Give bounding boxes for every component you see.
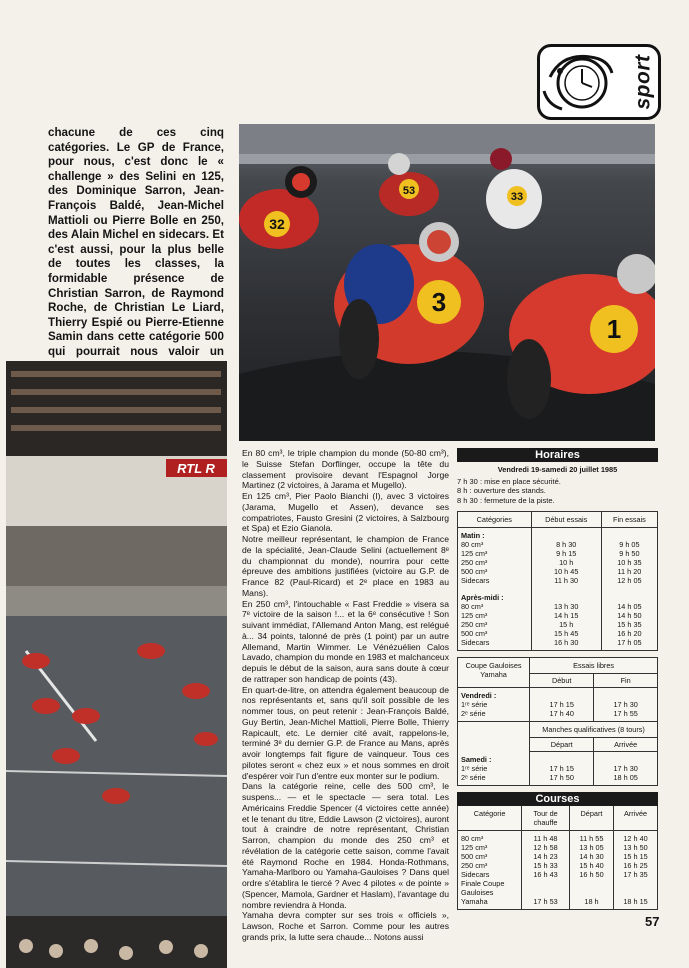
table-row: 500 cm³ 14 h 23 14 h 30 15 h 15 <box>458 852 657 861</box>
col-header: Départ <box>530 738 594 752</box>
coupe-table <box>457 657 658 786</box>
table-row: 1ʳᵉ série 17 h 15 17 h 30 <box>458 700 657 709</box>
table-row: 250 cm³ 15 h 33 15 h 40 16 h 25 <box>458 861 657 870</box>
article-paragraph: En 125 cm³, Pier Paolo Bianchi (I), avec 3 victoires (Jarama, Mugello et Assen), devance ses compatriotes, Fausto Gresini (2 victoires, à Salzbourg et Spa) et Ezio Gianola. <box>242 491 449 534</box>
courses-table <box>457 806 658 910</box>
table-row: 500 cm³ 10 h 45 11 h 20 <box>458 567 657 576</box>
group-label: Vendredi : <box>461 691 497 701</box>
col-header: Fin essais <box>601 512 657 528</box>
table-row: 80 cm³ 8 h 30 9 h 05 <box>458 540 657 549</box>
table-row: Sidecars 11 h 30 12 h 05 <box>458 576 657 585</box>
col-header: Catégories <box>458 512 531 528</box>
group-label: Après-midi : <box>461 593 504 603</box>
col-header: Catégorie <box>458 806 522 831</box>
free-practice-label: Essais libres <box>530 658 657 674</box>
logo-word: sport <box>631 54 654 110</box>
schedule-date: Vendredi 19-samedi 20 juillet 1985 <box>497 465 618 474</box>
table-row: 250 cm³ 10 h 10 h 35 <box>458 558 657 567</box>
essais-table <box>457 511 658 651</box>
table-row: 500 cm³ 15 h 45 16 h 20 <box>458 629 657 638</box>
schedule-box <box>457 448 658 910</box>
rider-32 <box>239 166 319 249</box>
grid-photo <box>6 361 227 968</box>
article-paragraph: Dans la catégorie reine, celle des 500 cm³, le suspens... — et le spectacle — sera total. Les Américains Freddie Spencer (4 victoires cette année) et le tenant du titre, Eddie Lawson (2 victoires), auront tout à craindre de notre représentant, Christian Sarron, champion du monde des 250 cm³ et révélation de la catégorie cette saison, comme l'avait été Raymond Roche en 1984. Honda-Rothmans, Yamaha-Marlboro ou Yamaha-Gauloises ? Dans quel ordre s'établira le tiercé ? Avec 4 pilotes « de pointe » (Spencer, Mamola, Gardner et Haslam), l'avantage du nombre reviendra à Honda. <box>242 781 449 910</box>
col-header: Fin <box>594 674 657 688</box>
number-plate: 53 <box>402 185 416 197</box>
table-row: Sidecars 16 h 43 16 h 50 17 h 35 <box>458 870 657 879</box>
coupe-name: Coupe Gauloises Yamaha <box>458 658 530 688</box>
grid-photo-drawing <box>6 361 227 968</box>
table-row: 125 cm³ 12 h 58 13 h 05 13 h 50 <box>458 843 657 852</box>
group-label: Matin : <box>461 531 485 541</box>
col-header: Arrivée <box>594 738 657 752</box>
article-paragraph: En quart-de-litre, on attendra également beaucoup de nos représentants et, sans qu'il soit possible de les nommer tous, on peut retenir : Jean-François Baldé, Guy Bertin, Jean-Michel Mattioli, Pierre Bolle, Thierry Rapicault, etc. Le dernier cité avait, rappelons-le, terminé 3ᵉ du dernier G.P. de France au Mans, après avoir longtemps fait figure de vainqueur. Tous ces pilotes seront « chez eux » et nous sommes en droit d'espérer voir l'un d'entre eux monter sur le podium. <box>242 684 449 781</box>
col-header: Départ <box>569 806 613 831</box>
table-row: Finale Coupe Gauloises Yamaha 17 h 53 18 h 18 h 15 <box>458 879 657 909</box>
table-row: 125 cm³ 14 h 15 14 h 50 <box>458 611 657 620</box>
race-photo <box>239 124 655 441</box>
table-row: 125 cm³ 9 h 15 9 h 50 <box>458 549 657 558</box>
col-header: Tour de chauffe <box>522 806 570 831</box>
table-row: 250 cm³ 15 h 15 h 35 <box>458 620 657 629</box>
table-row: 80 cm³ 13 h 30 14 h 05 <box>458 602 657 611</box>
courses-title: Courses <box>457 792 658 806</box>
page-number: 57 <box>645 914 660 929</box>
sport-logo <box>537 44 661 120</box>
group-label: Samedi : <box>461 754 492 764</box>
schedule-item: 7 h 30 : mise en place sécurité. <box>457 476 561 486</box>
table-row: Sidecars 16 h 30 17 h 05 <box>458 638 657 650</box>
article-paragraph: Notre meilleur représentant, le champion de France de la spécialité, Jean-Claude Selini (actuellement 8ᵉ du championnat du monde), nourrira pour cette épreuve des ambitions justifiées (victoire au G.P. de France 82 (Paul-Ricard) et 2ᵉ place en 1983 au Mans). <box>242 534 449 598</box>
horaires-title: Horaires <box>457 448 658 462</box>
number-plate: 33 <box>510 191 524 203</box>
qualif-label: Manches qualificatives (8 tours) <box>530 722 657 738</box>
col-header: Arrivée <box>614 806 657 831</box>
table-row: 2ᵉ série 17 h 50 18 h 05 <box>458 773 657 785</box>
col-header: Début essais <box>531 512 601 528</box>
number-plate: 32 <box>269 216 285 232</box>
article-paragraph: En 80 cm³, le triple champion du monde (50-80 cm³), le Suisse Stefan Dorflinger, occupe la tête du classement provisoire devant l'Espagnol Jorge Martinez (2 victoires, à Jarama et Mugello). <box>242 448 449 491</box>
rtl-banner: RTL R <box>177 461 215 476</box>
number-plate: 1 <box>606 314 622 344</box>
schedule-item: 8 h : ouverture des stands. <box>457 486 546 496</box>
table-row: 80 cm³ 11 h 48 11 h 55 12 h 40 <box>458 830 657 843</box>
intro-paragraph: chacune de ces cinq catégories. Le GP de France, pour nous, c'est donc le « challenge » des Selini en 125, des Dominique Sarron, Jean-François Baldé, Jean-Michel Mattioli ou Pierre Bolle en 250, des Alain Michel en sidecars. Et c'est aussi, pour la plus belle de toutes les classes, la formidable présence de Christian Sarron, de Raymond Roche, de Christian Le Liard, Thierry Espié ou Pierre-Etienne Samin dans cette catégorie 500 qui pourrait nous valoir un <box>48 126 224 358</box>
col-header: Début <box>530 674 594 688</box>
number-plate: 3 <box>431 287 447 317</box>
article-paragraph: En 250 cm³, l'intouchable « Fast Freddie » visera sa 7ᵉ victoire de la saison !... et la 6ᵉ consécutive ! Son suivant immédiat, l'Allemand Anton Mang, est relégué à... 34 points, talonné de près (1 point) par un autre Allemand, Martin Wimmer. Le Vénézuélien Calos Lavado, champion du monde en 1983 et malchanceux depuis le début de la saison, aura sans doute à cœur de rattraper son handicap de points (43). <box>242 598 449 684</box>
article-body <box>242 448 449 943</box>
helmet-clock-icon <box>540 47 630 117</box>
article-paragraph: Yamaha devra compter sur ses trois « officiels », Lawson, Roche et Sarron. Comme pour les autres grands prix, la lutte sera chaude... Notons aussi <box>242 910 449 942</box>
race-photo-drawing <box>239 124 655 441</box>
table-row: 2ᵉ série 17 h 40 17 h 55 <box>458 709 657 722</box>
schedule-item: 8 h 30 : fermeture de la piste. <box>457 495 555 505</box>
table-row: 1ʳᵉ série 17 h 15 17 h 30 <box>458 764 657 773</box>
